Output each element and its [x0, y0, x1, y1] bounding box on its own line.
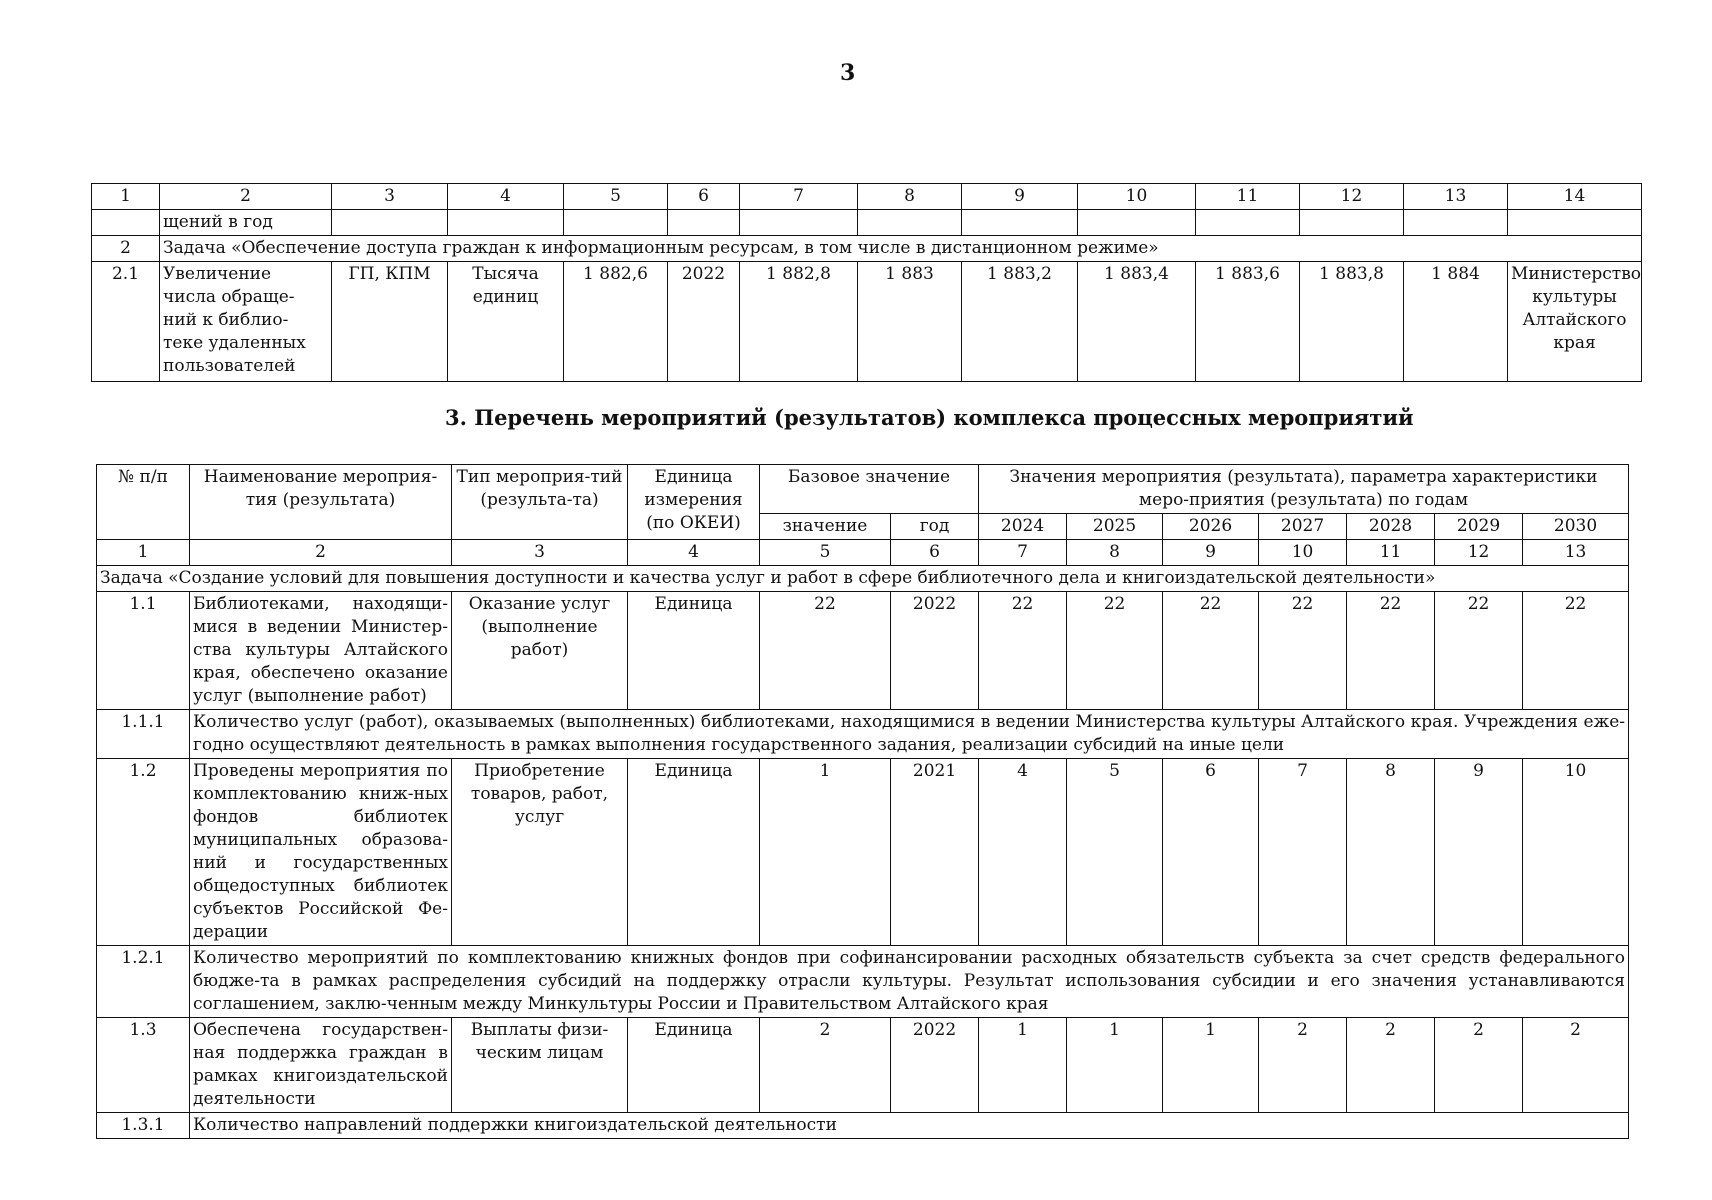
col-number: 12	[1435, 540, 1523, 566]
header-values-group: Значения мероприятия (результата), параметра характеристики меро-приятия (результата) по годам	[979, 465, 1629, 514]
table-row	[97, 1018, 1629, 1113]
year-value: 22	[1435, 592, 1523, 710]
row-name: Обеспечена государствен-ная поддержка граждан в рамках книгоиздательской деятельности	[190, 1018, 452, 1113]
year-value: 4	[979, 759, 1067, 946]
row-name: Библиотеками, находящи-мися в ведении Министер-ства культуры Алтайского края, обеспечено оказание услуг (выполнение работ)	[190, 592, 452, 710]
year-value: 22	[1347, 592, 1435, 710]
base-value: 1 882,6	[564, 262, 668, 382]
header-year: 2029	[1435, 514, 1523, 540]
activities-table	[96, 464, 1629, 1139]
col-number: 8	[858, 184, 962, 210]
year-value: 2	[1347, 1018, 1435, 1113]
year-value: 5	[1067, 759, 1163, 946]
header-year: 2024	[979, 514, 1067, 540]
row-type: Выплаты физи-ческим лицам	[452, 1018, 628, 1113]
row-name: Увеличение числа обраще-ний к библио-теке удаленных пользователей	[160, 262, 332, 382]
indicator-row	[97, 1113, 1629, 1139]
continued-row	[92, 210, 1642, 236]
year-value: 1 883,2	[962, 262, 1078, 382]
header-num: № п/п	[97, 465, 190, 540]
page-number: 3	[840, 60, 856, 86]
column-number-row	[92, 184, 1642, 210]
col-number: 6	[891, 540, 979, 566]
year-value: 1 883,6	[1196, 262, 1300, 382]
col-number: 7	[979, 540, 1067, 566]
col-number: 9	[962, 184, 1078, 210]
indicator-row	[97, 946, 1629, 1018]
year-value: 1 883	[858, 262, 962, 382]
row-type: Приобретение товаров, работ, услуг	[452, 759, 628, 946]
row-number: 1.1	[97, 592, 190, 710]
col-number: 9	[1163, 540, 1259, 566]
section-title: 3. Перечень мероприятий (результатов) комплекса процессных мероприятий	[445, 405, 1414, 430]
header-base: Базовое значение	[760, 465, 979, 514]
base-year: 2022	[891, 1018, 979, 1113]
col-number: 5	[760, 540, 891, 566]
year-value: 22	[1067, 592, 1163, 710]
year-value: 9	[1435, 759, 1523, 946]
table-row	[97, 759, 1629, 946]
year-value: 8	[1347, 759, 1435, 946]
year-value: 2	[1259, 1018, 1347, 1113]
header-type: Тип мероприя-тий (результа-та)	[452, 465, 628, 540]
indicator-number: 1.1.1	[97, 710, 190, 759]
row-number: 1.2	[97, 759, 190, 946]
row-unit: Единица	[628, 1018, 760, 1113]
task-text: Задача «Создание условий для повышения доступности и качества услуг и работ в сфере библиотечного дела и книгоиздательской деятельности»	[97, 566, 1629, 592]
year-value: 10	[1523, 759, 1629, 946]
base-value: 1	[760, 759, 891, 946]
year-value: 1 883,4	[1078, 262, 1196, 382]
responsible: Министерство культуры Алтайского края	[1508, 262, 1642, 382]
year-value: 7	[1259, 759, 1347, 946]
year-value: 22	[1259, 592, 1347, 710]
header-year: 2027	[1259, 514, 1347, 540]
row-unit: Единица	[628, 759, 760, 946]
col-number: 13	[1404, 184, 1508, 210]
year-value: 1 884	[1404, 262, 1508, 382]
col-number: 6	[668, 184, 740, 210]
col-number: 11	[1196, 184, 1300, 210]
col-number: 14	[1508, 184, 1642, 210]
year-value: 22	[1523, 592, 1629, 710]
header-name: Наименование мероприя-тия (результата)	[190, 465, 452, 540]
base-year: 2022	[668, 262, 740, 382]
col-number: 2	[160, 184, 332, 210]
header-unit: Единица измерения (по ОКЕИ)	[628, 465, 760, 540]
year-value: 1	[979, 1018, 1067, 1113]
col-number: 3	[332, 184, 448, 210]
row-type: Оказание услуг (выполнение работ)	[452, 592, 628, 710]
col-number: 11	[1347, 540, 1435, 566]
year-value: 6	[1163, 759, 1259, 946]
indicator-text: Количество мероприятий по комплектованию книжных фондов при софинансировании расходных обязательств субъекта за счет средств федерального бюдже-та в рамках распределения субсидий на поддержку отрасли культуры. Результат использования субсидии и его значения устанавливаются соглашением, заклю-ченным между Минкультуры России и Правительством Алтайского края	[190, 946, 1629, 1018]
year-value: 1 882,8	[740, 262, 858, 382]
col-number: 4	[448, 184, 564, 210]
previous-table	[91, 183, 1642, 382]
year-value: 1	[1163, 1018, 1259, 1113]
base-value: 2	[760, 1018, 891, 1113]
col-number: 4	[628, 540, 760, 566]
header-year: 2030	[1523, 514, 1629, 540]
task-row	[92, 236, 1642, 262]
col-number: 1	[97, 540, 190, 566]
header-base-year: год	[891, 514, 979, 540]
year-value: 2	[1523, 1018, 1629, 1113]
col-number: 10	[1078, 184, 1196, 210]
continued-text: щений в год	[160, 210, 332, 236]
row-number: 2.1	[92, 262, 160, 382]
col-number: 8	[1067, 540, 1163, 566]
indicator-text: Количество услуг (работ), оказываемых (выполненных) библиотеками, находящимися в ведении Министерства культуры Алтайского края. Учреждения еже-годно осуществляют деятельность в рамках выполнения государственного задания, реализации субсидий на иные цели	[190, 710, 1629, 759]
task-row	[97, 566, 1629, 592]
base-year: 2022	[891, 592, 979, 710]
year-value: 22	[979, 592, 1067, 710]
header-year: 2028	[1347, 514, 1435, 540]
col-number: 1	[92, 184, 160, 210]
row-unit: Единица	[628, 592, 760, 710]
row-number: 1.3	[97, 1018, 190, 1113]
task-number: 2	[92, 236, 160, 262]
indicator-row	[97, 710, 1629, 759]
indicator-number: 1.3.1	[97, 1113, 190, 1139]
row-unit: Тысяча единиц	[448, 262, 564, 382]
task-text: Задача «Обеспечение доступа граждан к информационным ресурсам, в том числе в дистанционном режиме»	[160, 236, 1642, 262]
table-row	[92, 262, 1642, 382]
col-number: 13	[1523, 540, 1629, 566]
col-number: 5	[564, 184, 668, 210]
col-number: 2	[190, 540, 452, 566]
year-value: 2	[1435, 1018, 1523, 1113]
col-number: 12	[1300, 184, 1404, 210]
header-row	[97, 465, 1629, 514]
year-value: 1	[1067, 1018, 1163, 1113]
row-type: ГП, КПМ	[332, 262, 448, 382]
indicator-number: 1.2.1	[97, 946, 190, 1018]
header-year: 2026	[1163, 514, 1259, 540]
col-number: 3	[452, 540, 628, 566]
year-value: 22	[1163, 592, 1259, 710]
header-year: 2025	[1067, 514, 1163, 540]
header-base-value: значение	[760, 514, 891, 540]
table-row	[97, 592, 1629, 710]
col-number: 10	[1259, 540, 1347, 566]
base-year: 2021	[891, 759, 979, 946]
indicator-text: Количество направлений поддержки книгоиздательской деятельности	[190, 1113, 1629, 1139]
col-number: 7	[740, 184, 858, 210]
base-value: 22	[760, 592, 891, 710]
year-value: 1 883,8	[1300, 262, 1404, 382]
column-number-row	[97, 540, 1629, 566]
row-name: Проведены мероприятия по комплектованию книж-ных фондов библиотек муниципальных образова-ний и государственных общедоступных библиотек субъектов Российской Фе-дерации	[190, 759, 452, 946]
